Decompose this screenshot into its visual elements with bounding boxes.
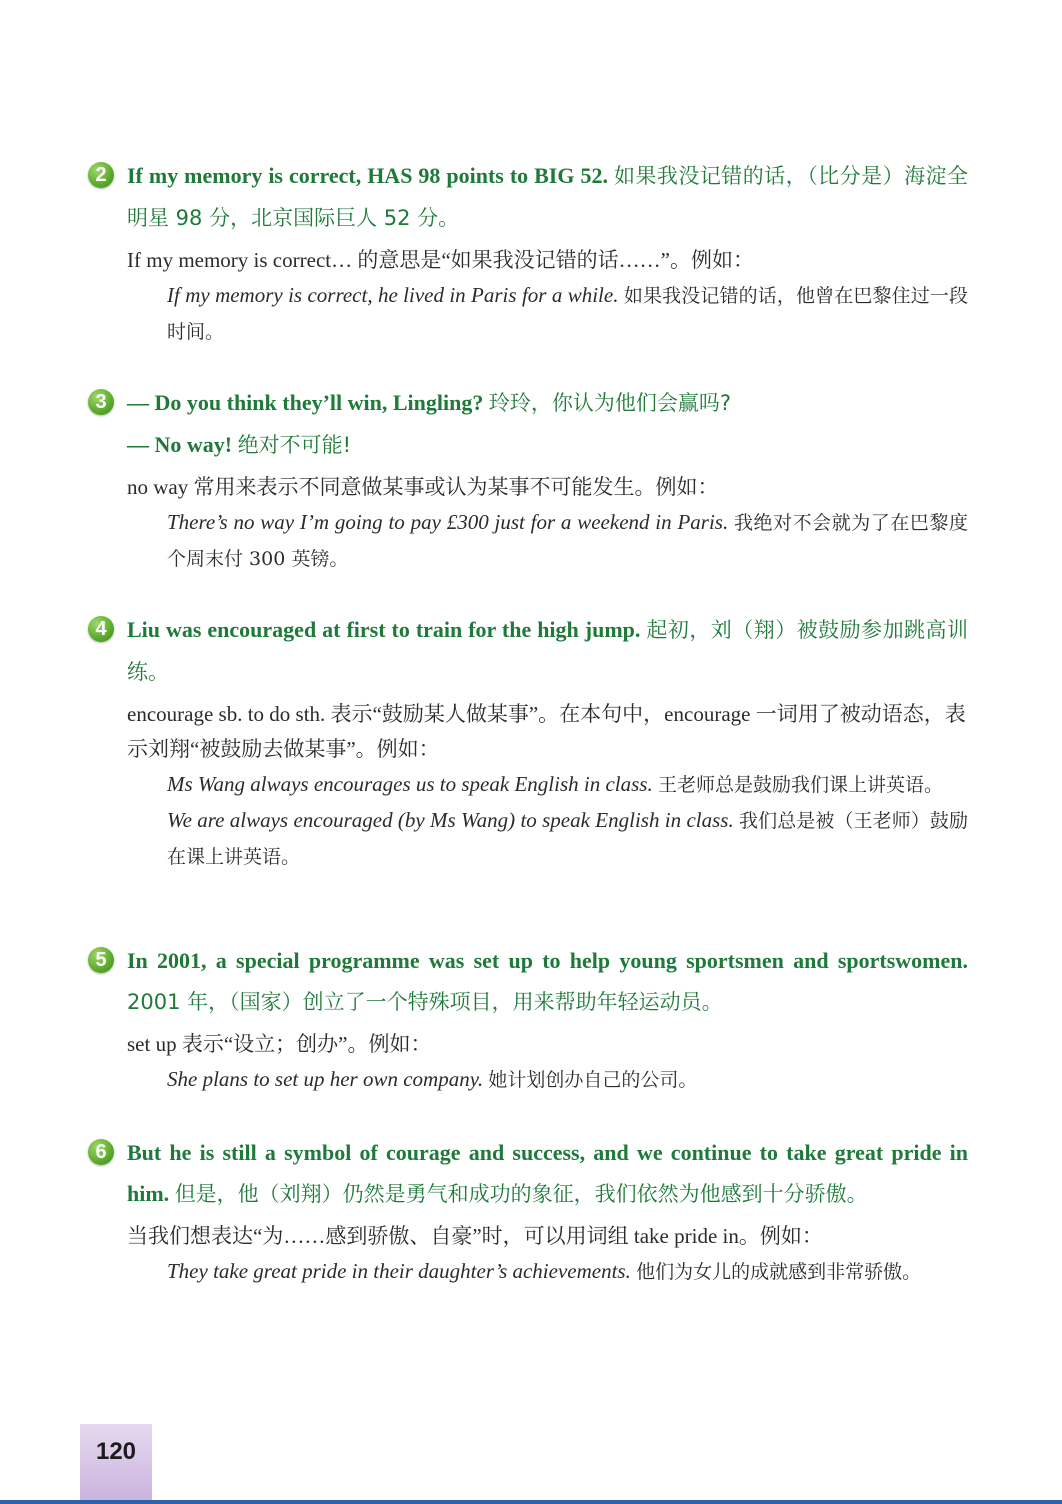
example-english: If my memory is correct, he lived in Paris for a while. — [167, 283, 619, 307]
note-item-2 — [88, 155, 968, 350]
page-number: 120 — [95, 1438, 137, 1465]
note-item-4 — [88, 609, 968, 875]
example-sentence — [167, 1062, 968, 1098]
example-sentence — [167, 278, 968, 350]
heading-reply-chinese: 绝对不可能! — [237, 433, 352, 457]
note-explanation: If my memory is correct… 的意思是“如果我没记错的话……”。例如： — [127, 248, 754, 272]
note-heading — [127, 382, 968, 424]
example-english: We are always encouraged (by Ms Wang) to speak English in class. — [167, 808, 734, 832]
example-chinese: 王老师总是鼓励我们课上讲英语。 — [657, 774, 943, 796]
heading-english: — Do you think they’ll win, Lingling? — [127, 390, 484, 415]
heading-english: Liu was encouraged at first to train for the high jump. — [127, 617, 641, 642]
example-english: She plans to set up her own company. — [167, 1067, 484, 1091]
example-sentence — [167, 803, 968, 875]
item-number-badge: 6 — [88, 1139, 114, 1165]
note-item-3 — [88, 382, 968, 577]
item-number-badge: 2 — [88, 162, 114, 188]
note-heading-reply — [127, 424, 968, 466]
bottom-rule — [0, 1500, 1062, 1504]
note-item-5 — [88, 940, 968, 1098]
example-chinese: 我们总是被（王老师）鼓励在课上讲英语。 — [167, 810, 968, 868]
heading-chinese: 起初，刘（翔）被鼓励参加跳高训练。 — [127, 618, 969, 684]
heading-chinese: 如果我没记错的话，（比分是）海淀全明星 98 分，北京国际巨人 52 分。 — [127, 164, 969, 230]
item-number-badge: 4 — [88, 616, 114, 642]
example-chinese: 她计划创办自己的公司。 — [488, 1069, 698, 1091]
heading-reply-english: — No way! — [127, 432, 233, 457]
example-chinese: 我绝对不会就为了在巴黎度个周末付 300 英镑。 — [167, 512, 968, 570]
heading-chinese: 玲玲，你认为他们会赢吗? — [488, 391, 732, 415]
note-heading — [127, 609, 968, 693]
example-english: Ms Wang always encourages us to speak English in class. — [167, 772, 653, 796]
item-number-badge: 5 — [88, 947, 114, 973]
note-explanation: no way 常用来表示不同意做某事或认为某事不可能发生。例如： — [127, 475, 719, 499]
heading-english: But he is still a symbol of courage and success, and we continue to take great pride in him. — [127, 1140, 968, 1206]
note-heading — [127, 940, 968, 1023]
heading-chinese: 2001 年，（国家）创立了一个特殊项目，用来帮助年轻运动员。 — [127, 990, 723, 1014]
note-explanation: 当我们想表达“为……感到骄傲、自豪”时，可以用词组 take pride in。例如： — [127, 1224, 823, 1248]
note-explanation: set up 表示“设立；创办”。例如： — [127, 1032, 432, 1056]
note-item-6 — [88, 1132, 968, 1290]
heading-english: In 2001, a special programme was set up to help young sportsmen and sportswomen. — [127, 948, 968, 973]
heading-english: If my memory is correct, HAS 98 points to BIG 52. — [127, 163, 608, 188]
item-number-badge: 3 — [88, 389, 114, 415]
note-heading — [127, 155, 968, 239]
note-heading — [127, 1132, 968, 1215]
heading-chinese: 但是，他（刘翔）仍然是勇气和成功的象征，我们依然为他感到十分骄傲。 — [174, 1182, 868, 1206]
example-sentence — [167, 767, 968, 803]
example-sentence — [167, 505, 968, 577]
example-english: There’s no way I’m going to pay £300 just for a weekend in Paris. — [167, 510, 729, 534]
example-english: They take great pride in their daughter’s achievements. — [167, 1259, 631, 1283]
note-explanation: encourage sb. to do sth. 表示“鼓励某人做某事”。在本句中，encourage 一词用了被动语态，表示刘翔“被鼓励去做某事”。例如： — [127, 702, 966, 761]
example-chinese: 他们为女儿的成就感到非常骄傲。 — [636, 1261, 922, 1283]
example-sentence — [167, 1254, 968, 1290]
example-chinese: 如果我没记错的话，他曾在巴黎住过一段时间。 — [167, 285, 968, 343]
